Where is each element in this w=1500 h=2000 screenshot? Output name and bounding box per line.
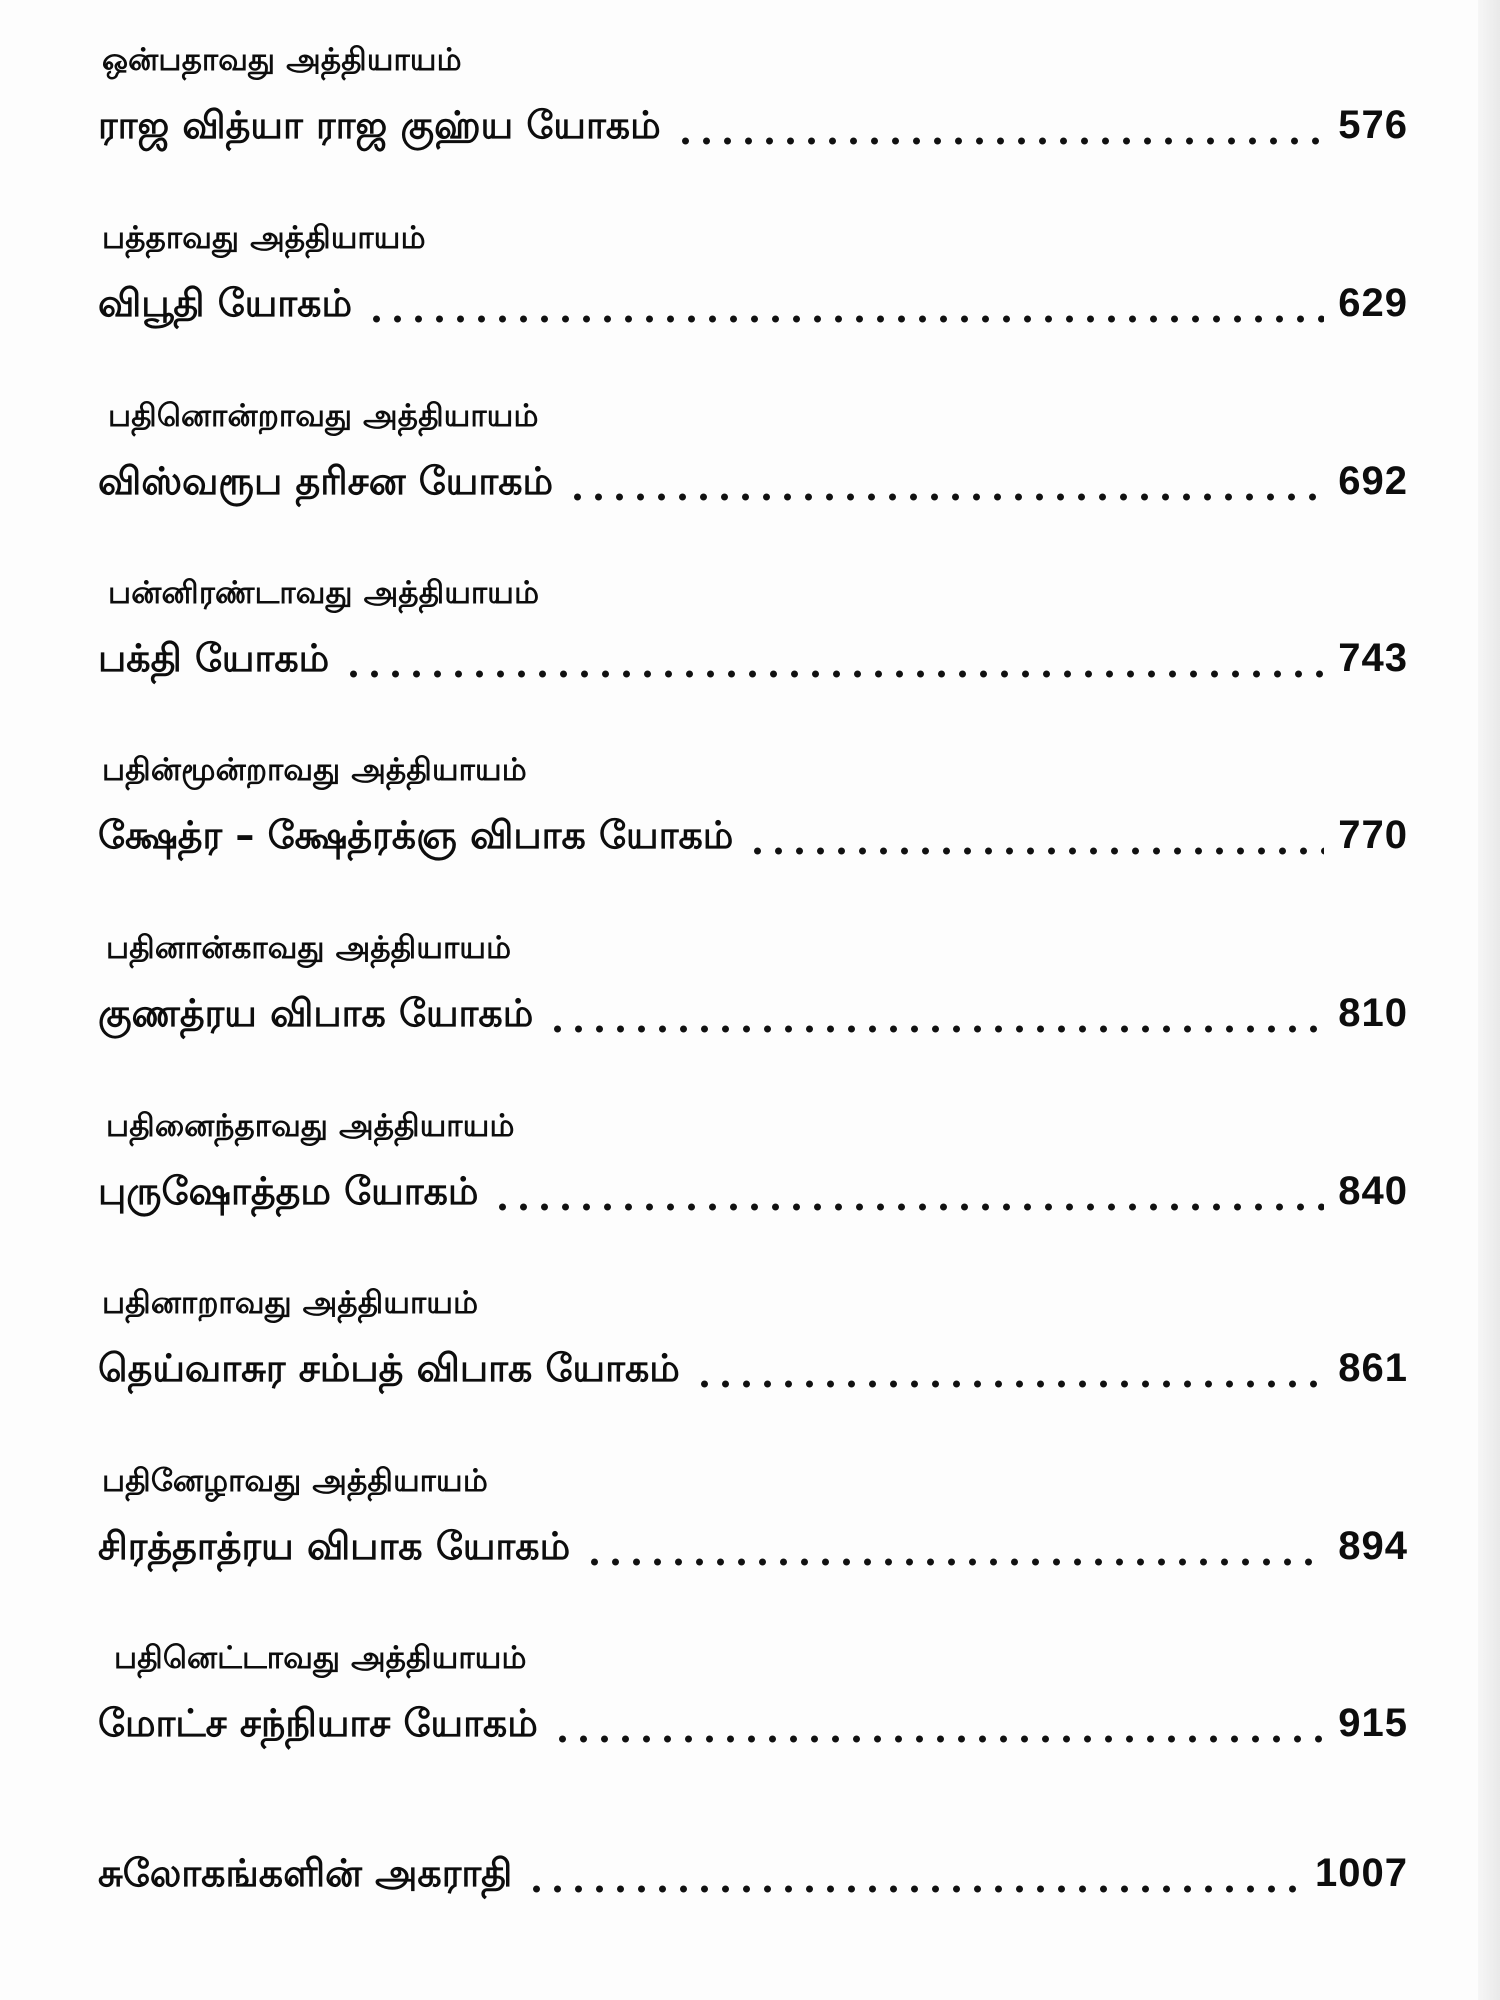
dot-leader [567, 456, 1324, 506]
toc-title-line [98, 1521, 1408, 1571]
chapter-title: விபூதி யோகம் [98, 281, 353, 325]
chapter-label: ஒன்பதாவது அத்தியாயம் [102, 42, 462, 78]
toc-entry [0, 1285, 1500, 1425]
page-number: 1007 [1315, 1851, 1408, 1895]
chapter-title: புருஷோத்தம யோகம் [98, 1169, 479, 1213]
toc-entry [0, 930, 1500, 1070]
chapter-label: பதினைந்தாவது அத்தியாயம் [106, 1108, 515, 1144]
toc-entry [0, 42, 1500, 182]
dot-leader [366, 278, 1324, 328]
chapter-title: ராஜ வித்யா ராஜ குஹ்ய யோகம் [98, 103, 661, 147]
toc-title-line [98, 1343, 1408, 1393]
toc-entry [0, 1640, 1500, 1780]
toc-title-line [98, 456, 1408, 506]
chapter-label: பதினேழாவது அத்தியாயம் [102, 1463, 488, 1499]
dot-leader [675, 100, 1325, 150]
toc-title-line [98, 1848, 1408, 1898]
chapter-title: விஸ்வரூப தரிசன யோகம் [98, 459, 554, 503]
chapter-label: பதினொன்றாவது அத்தியாயம் [108, 398, 539, 434]
toc-title-line [98, 810, 1408, 860]
toc-entry [0, 398, 1500, 538]
chapter-label: பதினெட்டாவது அத்தியாயம் [114, 1640, 527, 1676]
dot-leader [584, 1521, 1324, 1571]
page-number: 629 [1338, 281, 1408, 325]
toc-entry-index [0, 1790, 1500, 1930]
chapter-title: மோட்ச சந்நியாச யோகம் [98, 1701, 538, 1745]
chapter-title: சிரத்தாத்ரய விபாக யோகம் [98, 1524, 571, 1568]
toc-title-line [98, 278, 1408, 328]
dot-leader [492, 1166, 1324, 1216]
toc-title-line [98, 633, 1408, 683]
chapter-label: பதின்மூன்றாவது அத்தியாயம் [102, 752, 527, 788]
chapter-title: பக்தி யோகம் [98, 636, 330, 680]
chapter-title: க்ஷேத்ர – க்ஷேத்ரக்ஞ விபாக யோகம் [98, 813, 734, 857]
page-number: 810 [1338, 991, 1408, 1035]
page-number: 692 [1338, 459, 1408, 503]
toc-entry [0, 752, 1500, 892]
chapter-label: பன்னிரண்டாவது அத்தியாயம் [108, 575, 540, 611]
dot-leader [747, 810, 1324, 860]
toc-title-line [98, 100, 1408, 150]
chapter-label: பதினான்காவது அத்தியாயம் [106, 930, 512, 966]
toc-entry [0, 1108, 1500, 1248]
chapter-title: தெய்வாசுர சம்பத் விபாக யோகம் [98, 1346, 680, 1390]
page-number: 861 [1338, 1346, 1408, 1390]
page-number: 894 [1338, 1524, 1408, 1568]
toc-title-line [98, 1698, 1408, 1748]
page-number: 840 [1338, 1169, 1408, 1213]
toc-title-line [98, 1166, 1408, 1216]
toc-title-line [98, 988, 1408, 1038]
chapter-label: பத்தாவது அத்தியாயம் [102, 220, 426, 256]
chapter-label: பதினாறாவது அத்தியாயம் [102, 1285, 479, 1321]
chapter-title: குணத்ரய விபாக யோகம் [98, 991, 534, 1035]
page-number: 743 [1338, 636, 1408, 680]
toc-entry [0, 1463, 1500, 1603]
toc-entry [0, 575, 1500, 715]
dot-leader [343, 633, 1324, 683]
dot-leader [552, 1698, 1324, 1748]
dot-leader [526, 1848, 1301, 1898]
page-number: 576 [1338, 103, 1408, 147]
toc-entry [0, 220, 1500, 360]
chapter-title: சுலோகங்களின் அகராதி [98, 1851, 513, 1895]
page-number: 915 [1338, 1701, 1408, 1745]
dot-leader [694, 1343, 1324, 1393]
dot-leader [547, 988, 1324, 1038]
page-number: 770 [1338, 813, 1408, 857]
